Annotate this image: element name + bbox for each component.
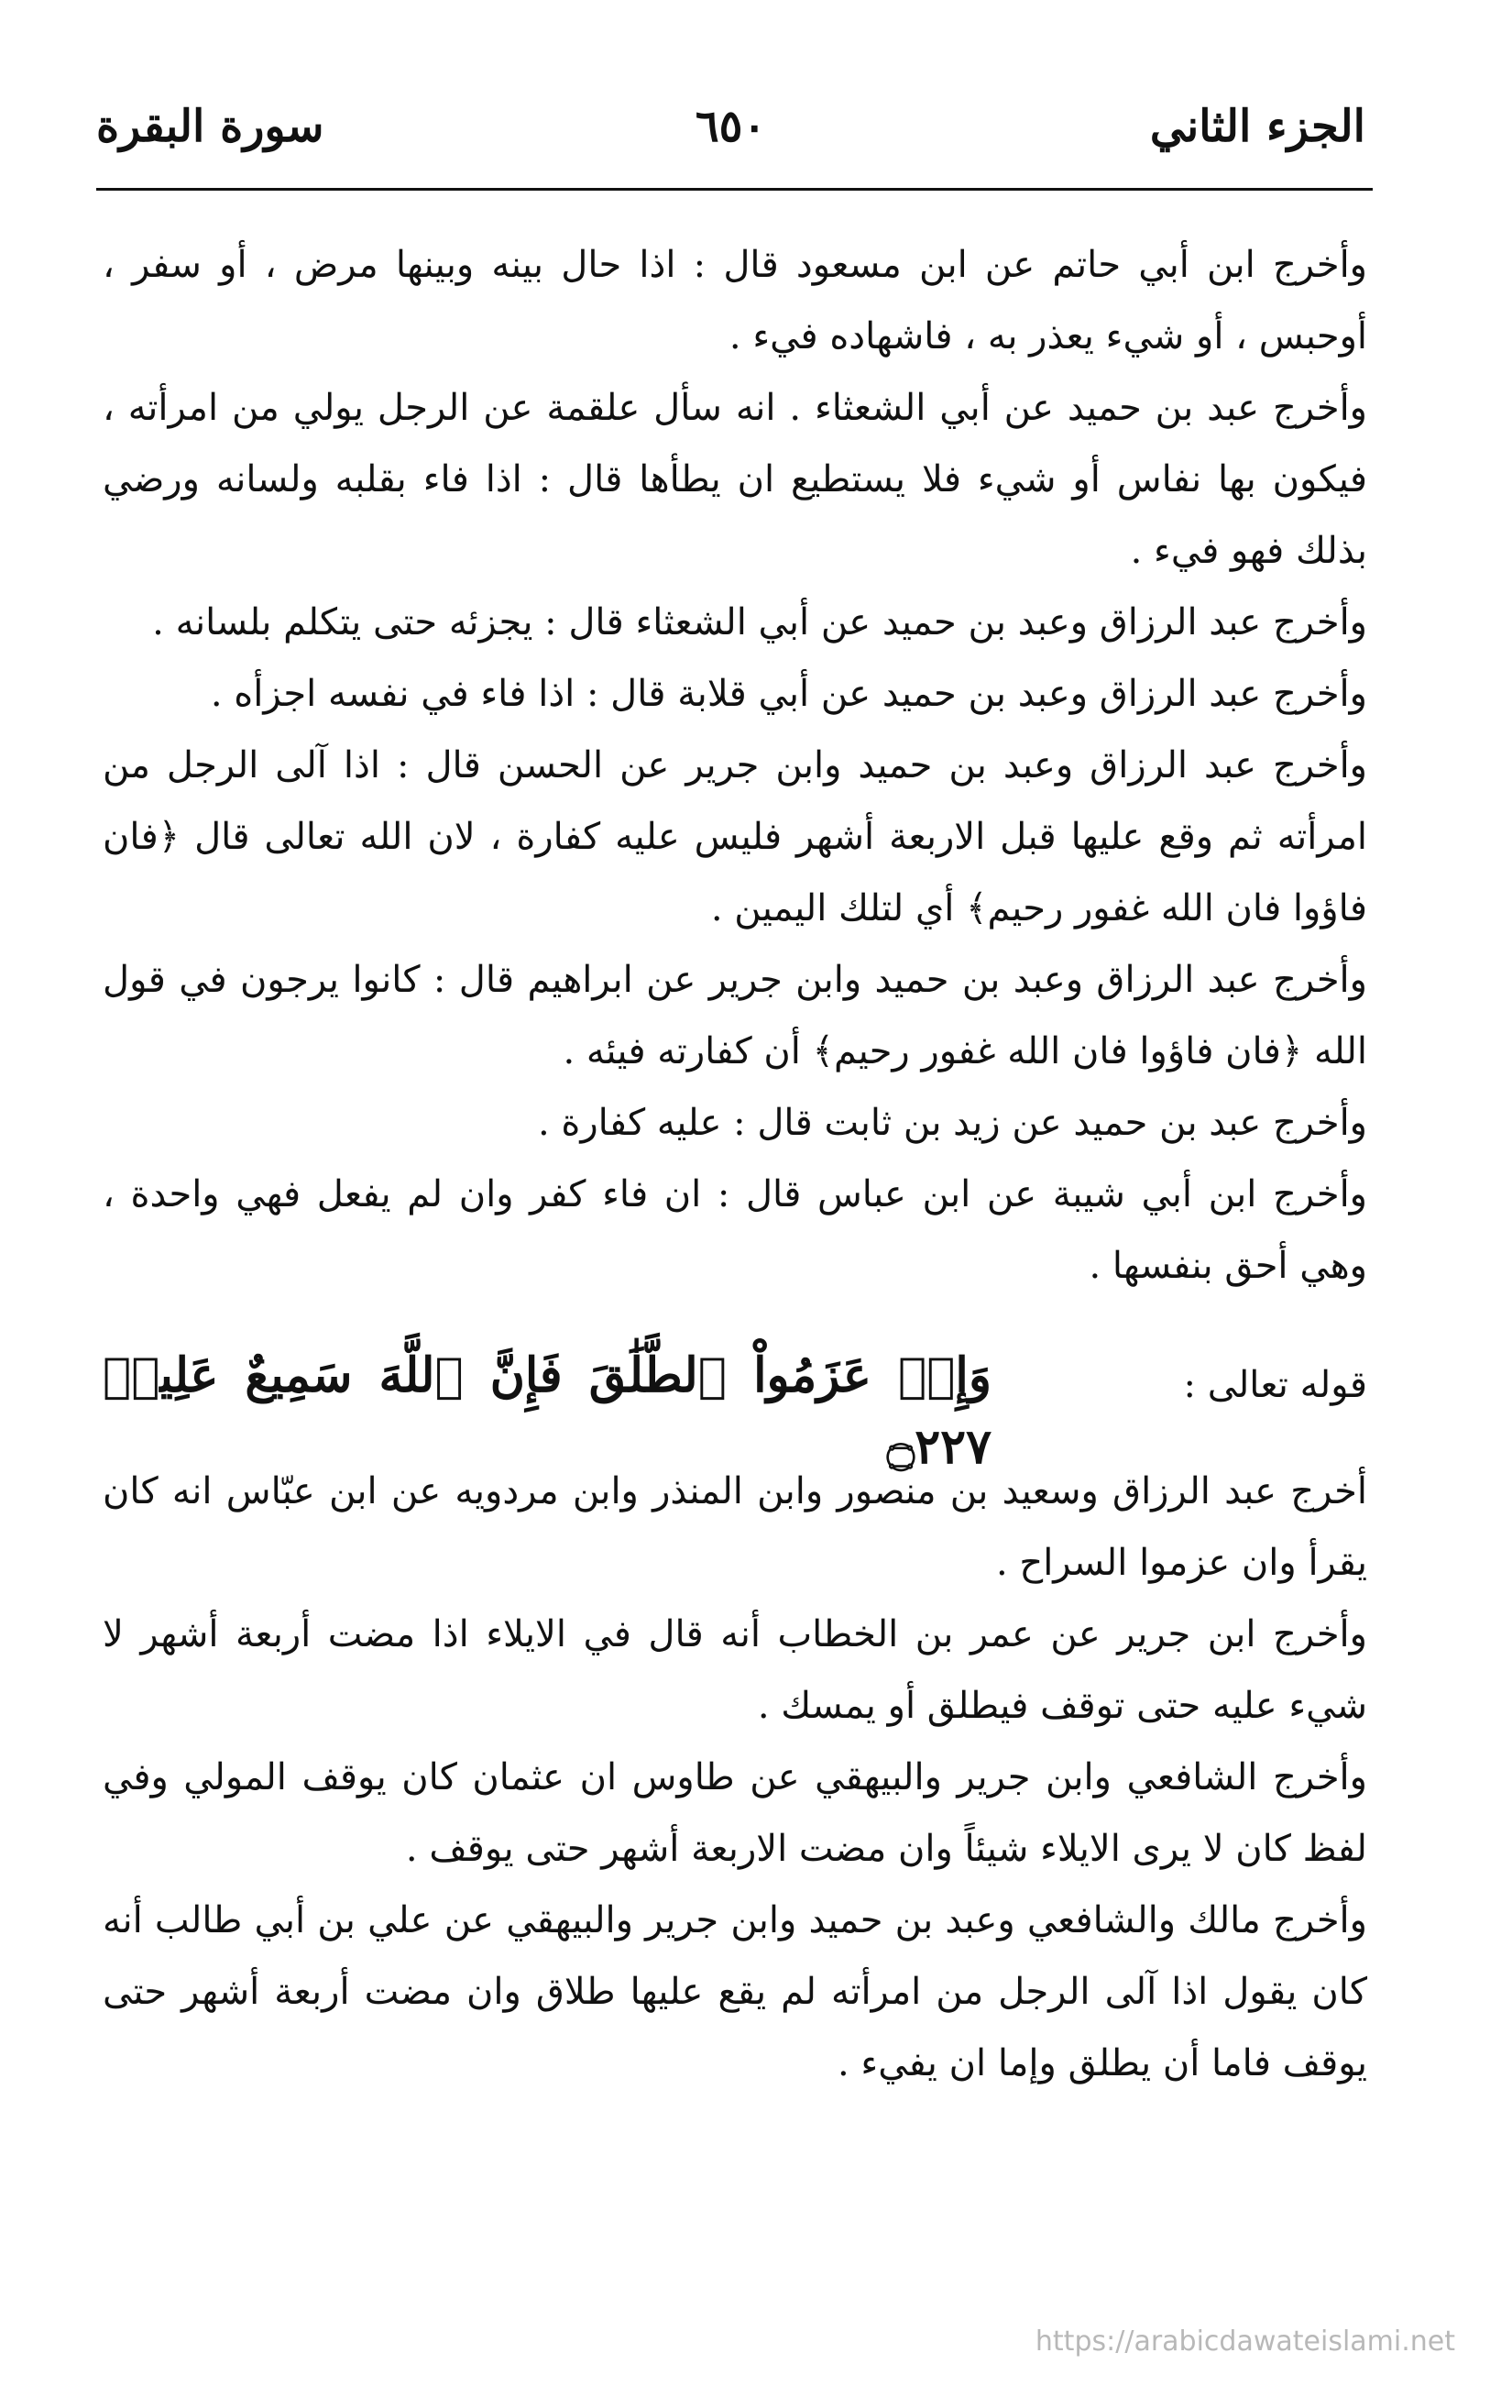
paragraph: وأخرج الشافعي وابن جرير والبيهقي عن طاوس ان عثمان كان يوقف المولي وفي لفظ كان لا يرى الايلاء شيئاً وان مضت الاربعة أشهر حتى يوقف . — [103, 1756, 1367, 1870]
paragraph: وأخرج عبد الرزاق وعبد بن حميد عن أبي قلابة قال : اذا فاء في نفسه اجزأه . — [210, 673, 1367, 715]
paragraph: وأخرج ابن جرير عن عمر بن الخطاب أنه قال في الايلاء اذا مضت أربعة أشهر لا شيء عليه حتى توقف فيطلق أو يمسك . — [103, 1613, 1367, 1727]
watermark-url: https://arabicdawateislami.net — [1035, 2326, 1455, 2358]
surah-title: سورة البقرة — [96, 101, 324, 152]
page-header — [96, 101, 1365, 183]
paragraph: وأخرج عبد الرزاق وعبد بن حميد وابن جرير عن ابراهيم قال : كانوا يرجون في قول الله ﴿فان فاؤوا فان الله غفور رحيم﴾ أن كفارته فيئه . — [103, 959, 1367, 1072]
part-title: الجزء الثاني — [1149, 101, 1365, 152]
paragraph: وأخرج ابن أبي حاتم عن ابن مسعود قال : اذا حال بينه وبينها مرض ، أو سفر ، أوحبس ، أو شيء يعذر به ، فاشهاده فيء . — [103, 244, 1367, 357]
paragraph: وأخرج عبد الرزاق وعبد بن حميد وابن جرير عن الحسن قال : اذا آلى الرجل من امرأته ثم وقع عليها قبل الاربعة أشهر فليس عليه كفارة ، لان الله تعالى قال ﴿فان فاؤوا فان الله غفور رحيم﴾ أي لتلك اليمين . — [103, 744, 1367, 929]
paragraph: وأخرج عبد بن حميد عن زيد بن ثابت قال : عليه كفارة . — [537, 1102, 1367, 1144]
paragraph: وأخرج عبد الرزاق وعبد بن حميد عن أبي الشعثاء قال : يجزئه حتى يتكلم بلسانه . — [152, 601, 1367, 643]
paragraph: وأخرج عبد بن حميد عن أبي الشعثاء . انه سأل علقمة عن الرجل يولي من امرأته ، فيكون بها نفاس أو شيء فلا يستطيع ان يطأها قال : اذا فاء بقلبه ولسانه ورضي بذلك فهو فيء . — [103, 387, 1367, 572]
paragraph: وأخرج ابن أبي شيبة عن ابن عباس قال : ان فاء كفر وان لم يفعل فهي واحدة ، وهي أحق بنفسها . — [103, 1173, 1367, 1287]
page-number: ٦٥٠ — [695, 101, 767, 152]
verse-intro: قوله تعالى : — [1183, 1364, 1367, 1406]
quran-verse: وَإِنۡ عَزَمُواْ ٱلطَّلَٰقَ فَإِنَّ ٱللَّهَ سَمِيعٌ عَلِيمٞ ۝٢٢٧ — [103, 1347, 992, 1475]
page-body — [103, 229, 1367, 2099]
verse-heading — [103, 1313, 1367, 1475]
paragraph: أخرج عبد الرزاق وسعيد بن منصور وابن المنذر وابن مردويه عن ابن عبّاس انه كان يقرأ وان عزموا السراح . — [103, 1470, 1367, 1584]
header-divider — [96, 188, 1373, 191]
paragraph: وأخرج مالك والشافعي وعبد بن حميد وابن جرير والبيهقي عن علي بن أبي طالب أنه كان يقول اذا آلى الرجل من امرأته لم يقع عليها طلاق وان مضت أربعة أشهر حتى يوقف فاما أن يطلق وإما ان يفيء . — [103, 1899, 1367, 2084]
